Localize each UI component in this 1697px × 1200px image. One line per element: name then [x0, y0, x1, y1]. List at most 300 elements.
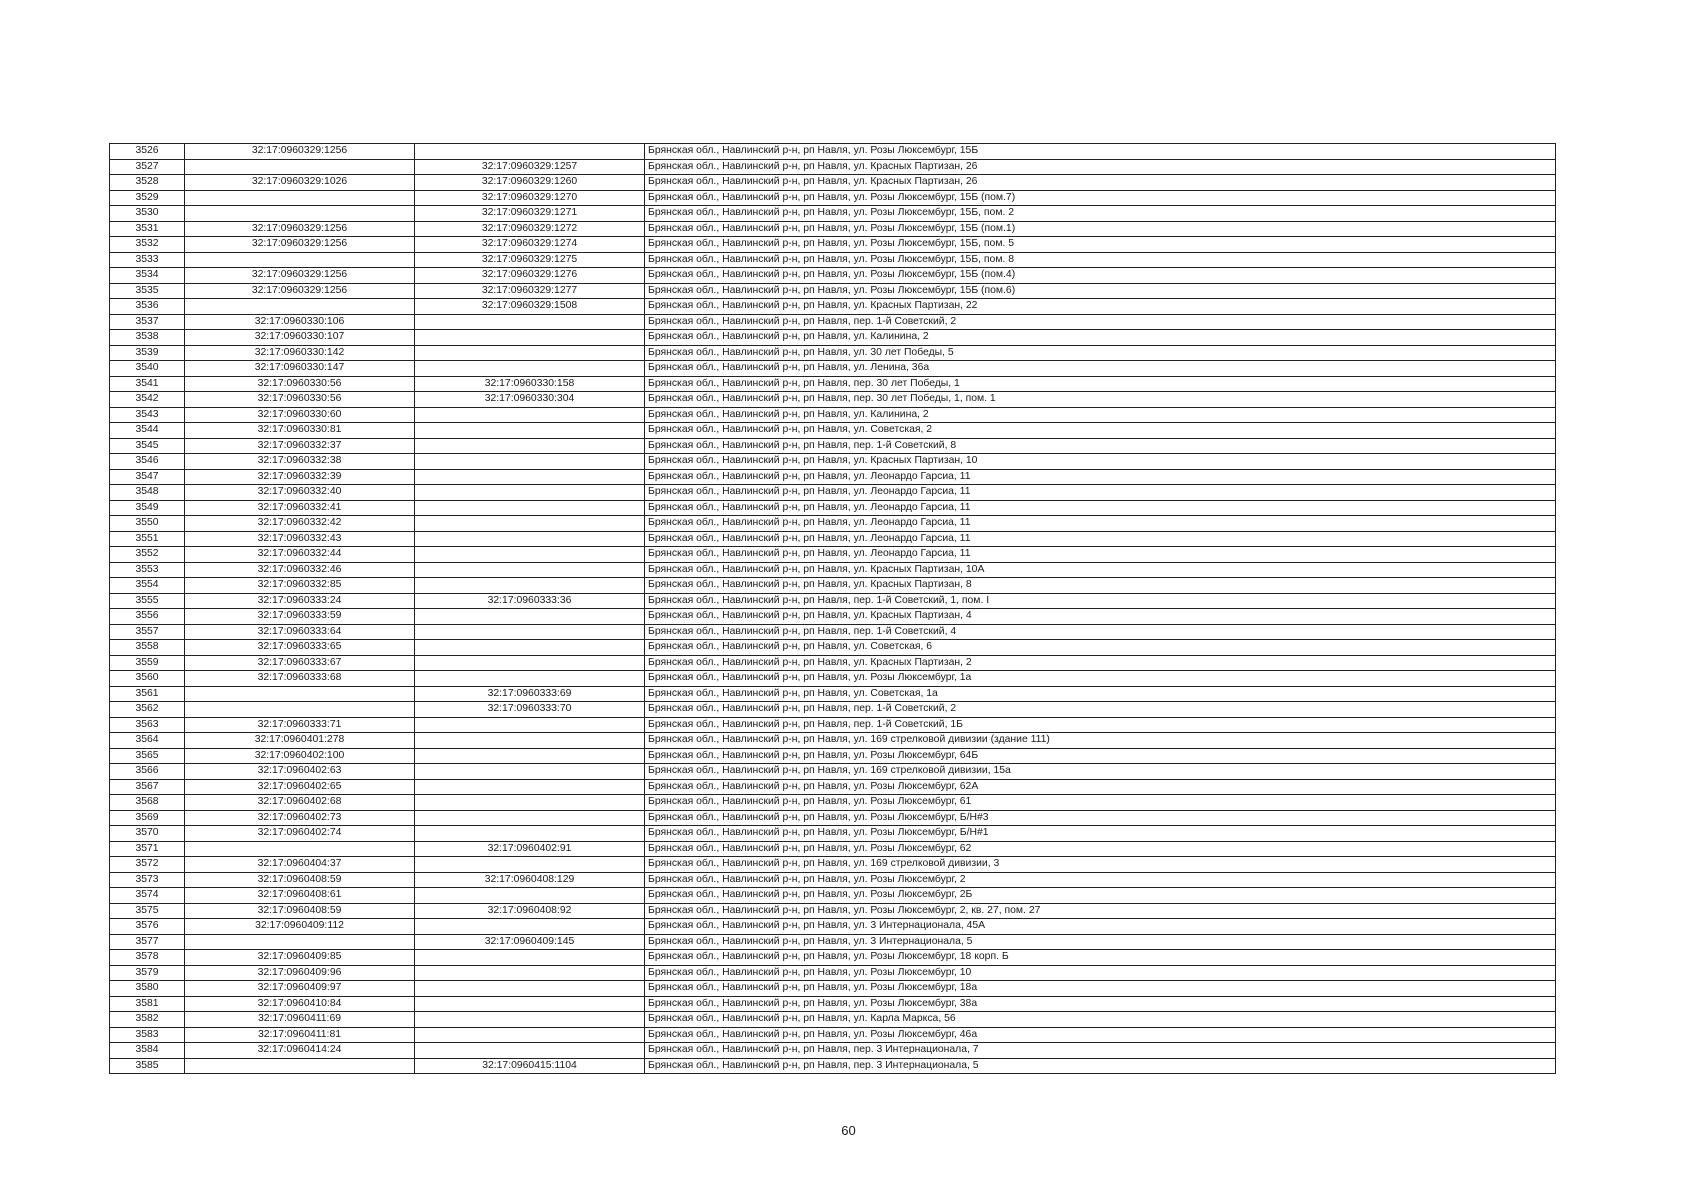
object-number-cell: 32:17:0960408:129 [415, 872, 645, 888]
row-number-cell: 3568 [110, 795, 185, 811]
object-number-cell [415, 950, 645, 966]
row-number-cell: 3556 [110, 609, 185, 625]
address-cell: Брянская обл., Навлинский р-н, рп Навля, ул. Розы Люксембург, 38а [645, 996, 1556, 1012]
table-row [110, 578, 1556, 594]
row-number-cell: 3548 [110, 485, 185, 501]
object-number-cell [415, 1043, 645, 1059]
object-number-cell [415, 1012, 645, 1028]
address-cell: Брянская обл., Навлинский р-н, рп Навля, ул. Красных Партизан, 10 [645, 454, 1556, 470]
parcel-number-cell: 32:17:0960333:67 [185, 655, 415, 671]
table-row [110, 841, 1556, 857]
row-number-cell: 3563 [110, 717, 185, 733]
object-number-cell [415, 361, 645, 377]
row-number-cell: 3565 [110, 748, 185, 764]
page-number: 60 [841, 1123, 856, 1138]
parcel-number-cell: 32:17:0960402:65 [185, 779, 415, 795]
object-number-cell: 32:17:0960329:1277 [415, 283, 645, 299]
address-cell: Брянская обл., Навлинский р-н, рп Навля, пер. 1-й Советский, 4 [645, 624, 1556, 640]
address-cell: Брянская обл., Навлинский р-н, рп Навля, ул. 3 Интернационала, 45А [645, 919, 1556, 935]
table-row [110, 826, 1556, 842]
object-number-cell [415, 609, 645, 625]
table-row [110, 733, 1556, 749]
address-cell: Брянская обл., Навлинский р-н, рп Навля, ул. Розы Люксембург, 2, кв. 27, пом. 27 [645, 903, 1556, 919]
parcel-number-cell: 32:17:0960333:59 [185, 609, 415, 625]
object-number-cell: 32:17:0960333:70 [415, 702, 645, 718]
address-cell: Брянская обл., Навлинский р-н, рп Навля, ул. Красных Партизан, 10А [645, 562, 1556, 578]
parcel-number-cell: 32:17:0960404:37 [185, 857, 415, 873]
address-cell: Брянская обл., Навлинский р-н, рп Навля, ул. 169 стрелковой дивизии, 3 [645, 857, 1556, 873]
parcel-number-cell: 32:17:0960409:85 [185, 950, 415, 966]
object-number-cell [415, 919, 645, 935]
row-number-cell: 3544 [110, 423, 185, 439]
row-number-cell: 3555 [110, 593, 185, 609]
object-number-cell [415, 655, 645, 671]
address-cell: Брянская обл., Навлинский р-н, рп Навля, ул. Розы Люксембург, 18а [645, 981, 1556, 997]
row-number-cell: 3534 [110, 268, 185, 284]
row-number-cell: 3574 [110, 888, 185, 904]
table-row [110, 361, 1556, 377]
address-cell: Брянская обл., Навлинский р-н, рп Навля, ул. Советская, 6 [645, 640, 1556, 656]
row-number-cell: 3577 [110, 934, 185, 950]
object-number-cell: 32:17:0960329:1260 [415, 175, 645, 191]
address-cell: Брянская обл., Навлинский р-н, рп Навля, ул. Розы Люксембург, 15Б (пом.1) [645, 221, 1556, 237]
parcel-number-cell: 32:17:0960333:68 [185, 671, 415, 687]
row-number-cell: 3562 [110, 702, 185, 718]
address-cell: Брянская обл., Навлинский р-н, рп Навля, ул. Розы Люксембург, Б/Н#3 [645, 810, 1556, 826]
parcel-number-cell: 32:17:0960333:71 [185, 717, 415, 733]
table-body [110, 144, 1556, 1074]
row-number-cell: 3547 [110, 469, 185, 485]
row-number-cell: 3526 [110, 144, 185, 160]
table-row [110, 764, 1556, 780]
object-number-cell [415, 671, 645, 687]
row-number-cell: 3535 [110, 283, 185, 299]
address-cell: Брянская обл., Навлинский р-н, рп Навля, ул. Розы Люксембург, 15Б, пом. 2 [645, 206, 1556, 222]
parcel-number-cell: 32:17:0960333:65 [185, 640, 415, 656]
table-row [110, 562, 1556, 578]
table-row [110, 469, 1556, 485]
table-row [110, 624, 1556, 640]
table-row [110, 159, 1556, 175]
address-cell: Брянская обл., Навлинский р-н, рп Навля, пер. 1-й Советский, 2 [645, 702, 1556, 718]
table-row [110, 144, 1556, 160]
row-number-cell: 3582 [110, 1012, 185, 1028]
object-number-cell [415, 996, 645, 1012]
parcel-number-cell: 32:17:0960329:1256 [185, 237, 415, 253]
object-number-cell [415, 438, 645, 454]
row-number-cell: 3576 [110, 919, 185, 935]
row-number-cell: 3564 [110, 733, 185, 749]
address-cell: Брянская обл., Навлинский р-н, рп Навля, ул. Розы Люксембург, 46а [645, 1027, 1556, 1043]
table-row [110, 888, 1556, 904]
table-row [110, 950, 1556, 966]
row-number-cell: 3550 [110, 516, 185, 532]
table-row [110, 190, 1556, 206]
object-number-cell [415, 516, 645, 532]
address-cell: Брянская обл., Навлинский р-н, рп Навля, ул. Розы Люксембург, 2 [645, 872, 1556, 888]
row-number-cell: 3533 [110, 252, 185, 268]
object-number-cell [415, 748, 645, 764]
row-number-cell: 3549 [110, 500, 185, 516]
address-cell: Брянская обл., Навлинский р-н, рп Навля, ул. Леонардо Гарсиа, 11 [645, 469, 1556, 485]
object-number-cell: 32:17:0960330:158 [415, 376, 645, 392]
table-row [110, 810, 1556, 826]
parcel-number-cell: 32:17:0960329:1256 [185, 144, 415, 160]
object-number-cell [415, 640, 645, 656]
object-number-cell [415, 779, 645, 795]
parcel-number-cell: 32:17:0960332:43 [185, 531, 415, 547]
table-row [110, 345, 1556, 361]
parcel-number-cell: 32:17:0960410:84 [185, 996, 415, 1012]
parcel-number-cell [185, 686, 415, 702]
table-row [110, 175, 1556, 191]
table-row [110, 686, 1556, 702]
object-number-cell: 32:17:0960329:1270 [415, 190, 645, 206]
object-number-cell [415, 965, 645, 981]
object-number-cell: 32:17:0960329:1508 [415, 299, 645, 315]
row-number-cell: 3581 [110, 996, 185, 1012]
parcel-number-cell: 32:17:0960330:60 [185, 407, 415, 423]
parcel-number-cell: 32:17:0960401:278 [185, 733, 415, 749]
parcel-number-cell: 32:17:0960332:39 [185, 469, 415, 485]
parcel-number-cell: 32:17:0960330:142 [185, 345, 415, 361]
table-row [110, 454, 1556, 470]
object-number-cell [415, 810, 645, 826]
address-cell: Брянская обл., Навлинский р-н, рп Навля, пер. 1-й Советский, 1, пом. I [645, 593, 1556, 609]
object-number-cell: 32:17:0960329:1276 [415, 268, 645, 284]
row-number-cell: 3541 [110, 376, 185, 392]
table-row [110, 857, 1556, 873]
table-row [110, 283, 1556, 299]
address-cell: Брянская обл., Навлинский р-н, рп Навля, ул. 169 стрелковой дивизии, 15а [645, 764, 1556, 780]
address-cell: Брянская обл., Навлинский р-н, рп Навля, ул. Розы Люксембург, 62А [645, 779, 1556, 795]
parcel-number-cell: 32:17:0960408:59 [185, 903, 415, 919]
parcel-number-cell [185, 841, 415, 857]
address-cell: Брянская обл., Навлинский р-н, рп Навля, ул. Красных Партизан, 2 [645, 655, 1556, 671]
row-number-cell: 3558 [110, 640, 185, 656]
parcel-number-cell [185, 934, 415, 950]
table-row [110, 779, 1556, 795]
address-cell: Брянская обл., Навлинский р-н, рп Навля, ул. Леонардо Гарсиа, 11 [645, 516, 1556, 532]
parcel-number-cell: 32:17:0960402:63 [185, 764, 415, 780]
parcel-number-cell: 32:17:0960332:37 [185, 438, 415, 454]
parcel-number-cell: 32:17:0960332:38 [185, 454, 415, 470]
table-row [110, 702, 1556, 718]
table-row [110, 795, 1556, 811]
parcel-number-cell [185, 1058, 415, 1074]
table-row [110, 748, 1556, 764]
parcel-number-cell: 32:17:0960402:74 [185, 826, 415, 842]
object-number-cell: 32:17:0960329:1275 [415, 252, 645, 268]
table-row [110, 671, 1556, 687]
object-number-cell [415, 857, 645, 873]
row-number-cell: 3557 [110, 624, 185, 640]
object-number-cell [415, 144, 645, 160]
object-number-cell: 32:17:0960329:1257 [415, 159, 645, 175]
table-row [110, 221, 1556, 237]
table-row [110, 1058, 1556, 1074]
address-cell: Брянская обл., Навлинский р-н, рп Навля, ул. Советская, 1а [645, 686, 1556, 702]
address-cell: Брянская обл., Навлинский р-н, рп Навля, ул. Розы Люксембург, 15Б (пом.6) [645, 283, 1556, 299]
parcel-number-cell: 32:17:0960402:73 [185, 810, 415, 826]
object-number-cell [415, 578, 645, 594]
parcel-number-cell [185, 190, 415, 206]
parcel-number-cell: 32:17:0960408:59 [185, 872, 415, 888]
row-number-cell: 3529 [110, 190, 185, 206]
object-number-cell [415, 981, 645, 997]
object-number-cell [415, 717, 645, 733]
address-cell: Брянская обл., Навлинский р-н, рп Навля, ул. Розы Люксембург, 15Б [645, 144, 1556, 160]
parcel-number-cell: 32:17:0960332:46 [185, 562, 415, 578]
address-cell: Брянская обл., Навлинский р-н, рп Навля, ул. Розы Люксембург, 64Б [645, 748, 1556, 764]
table-row [110, 314, 1556, 330]
address-cell: Брянская обл., Навлинский р-н, рп Навля, ул. Розы Люксембург, 15Б, пом. 5 [645, 237, 1556, 253]
row-number-cell: 3569 [110, 810, 185, 826]
row-number-cell: 3561 [110, 686, 185, 702]
table-row [110, 1027, 1556, 1043]
parcel-number-cell: 32:17:0960333:24 [185, 593, 415, 609]
row-number-cell: 3543 [110, 407, 185, 423]
address-cell: Брянская обл., Навлинский р-н, рп Навля, ул. Красных Партизан, 4 [645, 609, 1556, 625]
table-row [110, 438, 1556, 454]
table-row [110, 299, 1556, 315]
row-number-cell: 3545 [110, 438, 185, 454]
table-row [110, 934, 1556, 950]
row-number-cell: 3575 [110, 903, 185, 919]
parcel-number-cell [185, 159, 415, 175]
address-cell: Брянская обл., Навлинский р-н, рп Навля, ул. Красных Партизан, 8 [645, 578, 1556, 594]
table-row [110, 996, 1556, 1012]
address-cell: Брянская обл., Навлинский р-н, рп Навля, ул. Калинина, 2 [645, 330, 1556, 346]
table-row [110, 268, 1556, 284]
address-cell: Брянская обл., Навлинский р-н, рп Навля, ул. Леонардо Гарсиа, 11 [645, 485, 1556, 501]
address-cell: Брянская обл., Навлинский р-н, рп Навля, пер. 30 лет Победы, 1, пом. 1 [645, 392, 1556, 408]
parcel-number-cell: 32:17:0960330:107 [185, 330, 415, 346]
table-row [110, 593, 1556, 609]
row-number-cell: 3560 [110, 671, 185, 687]
row-number-cell: 3527 [110, 159, 185, 175]
address-cell: Брянская обл., Навлинский р-н, рп Навля, ул. Розы Люксембург, 1а [645, 671, 1556, 687]
parcel-number-cell: 32:17:0960402:100 [185, 748, 415, 764]
address-cell: Брянская обл., Навлинский р-н, рп Навля, ул. Карла Маркса, 56 [645, 1012, 1556, 1028]
table-row [110, 206, 1556, 222]
cadastral-table [109, 143, 1556, 1074]
object-number-cell: 32:17:0960333:69 [415, 686, 645, 702]
address-cell: Брянская обл., Навлинский р-н, рп Навля, пер. 1-й Советский, 2 [645, 314, 1556, 330]
table-row [110, 609, 1556, 625]
table-row [110, 392, 1556, 408]
row-number-cell: 3578 [110, 950, 185, 966]
address-cell: Брянская обл., Навлинский р-н, рп Навля, ул. Розы Люксембург, 61 [645, 795, 1556, 811]
table-row [110, 376, 1556, 392]
parcel-number-cell: 32:17:0960332:42 [185, 516, 415, 532]
parcel-number-cell: 32:17:0960330:147 [185, 361, 415, 377]
object-number-cell [415, 1027, 645, 1043]
row-number-cell: 3566 [110, 764, 185, 780]
parcel-number-cell: 32:17:0960329:1256 [185, 221, 415, 237]
parcel-number-cell [185, 702, 415, 718]
parcel-number-cell: 32:17:0960409:96 [185, 965, 415, 981]
parcel-number-cell [185, 299, 415, 315]
address-cell: Брянская обл., Навлинский р-н, рп Навля, ул. Розы Люксембург, 15Б (пом.4) [645, 268, 1556, 284]
object-number-cell [415, 733, 645, 749]
table-row [110, 717, 1556, 733]
parcel-number-cell: 32:17:0960330:81 [185, 423, 415, 439]
address-cell: Брянская обл., Навлинский р-н, рп Навля, пер. 1-й Советский, 8 [645, 438, 1556, 454]
parcel-number-cell: 32:17:0960329:1256 [185, 283, 415, 299]
object-number-cell [415, 454, 645, 470]
object-number-cell [415, 764, 645, 780]
parcel-number-cell: 32:17:0960411:81 [185, 1027, 415, 1043]
object-number-cell: 32:17:0960329:1271 [415, 206, 645, 222]
address-cell: Брянская обл., Навлинский р-н, рп Навля, ул. 30 лет Победы, 5 [645, 345, 1556, 361]
object-number-cell [415, 888, 645, 904]
parcel-number-cell [185, 252, 415, 268]
row-number-cell: 3553 [110, 562, 185, 578]
object-number-cell: 32:17:0960408:92 [415, 903, 645, 919]
parcel-number-cell: 32:17:0960408:61 [185, 888, 415, 904]
row-number-cell: 3552 [110, 547, 185, 563]
table-row [110, 903, 1556, 919]
table-row [110, 531, 1556, 547]
table-row [110, 640, 1556, 656]
table-row [110, 500, 1556, 516]
row-number-cell: 3579 [110, 965, 185, 981]
object-number-cell [415, 795, 645, 811]
address-cell: Брянская обл., Навлинский р-н, рп Навля, ул. 169 стрелковой дивизии (здание 111) [645, 733, 1556, 749]
parcel-number-cell: 32:17:0960329:1256 [185, 268, 415, 284]
row-number-cell: 3570 [110, 826, 185, 842]
table-row [110, 237, 1556, 253]
parcel-number-cell: 32:17:0960332:44 [185, 547, 415, 563]
parcel-number-cell: 32:17:0960332:40 [185, 485, 415, 501]
row-number-cell: 3583 [110, 1027, 185, 1043]
row-number-cell: 3571 [110, 841, 185, 857]
object-number-cell [415, 345, 645, 361]
row-number-cell: 3580 [110, 981, 185, 997]
row-number-cell: 3584 [110, 1043, 185, 1059]
address-cell: Брянская обл., Навлинский р-н, рп Навля, ул. Розы Люксембург, 15Б (пом.7) [645, 190, 1556, 206]
table-row [110, 547, 1556, 563]
object-number-cell [415, 485, 645, 501]
object-number-cell [415, 423, 645, 439]
address-cell: Брянская обл., Навлинский р-н, рп Навля, ул. Красных Партизан, 22 [645, 299, 1556, 315]
table-row [110, 516, 1556, 532]
object-number-cell: 32:17:0960329:1274 [415, 237, 645, 253]
address-cell: Брянская обл., Навлинский р-н, рп Навля, ул. Красных Партизан, 26 [645, 159, 1556, 175]
parcel-number-cell: 32:17:0960330:56 [185, 392, 415, 408]
parcel-number-cell: 32:17:0960411:69 [185, 1012, 415, 1028]
parcel-number-cell: 32:17:0960330:56 [185, 376, 415, 392]
row-number-cell: 3585 [110, 1058, 185, 1074]
row-number-cell: 3539 [110, 345, 185, 361]
row-number-cell: 3573 [110, 872, 185, 888]
address-cell: Брянская обл., Навлинский р-н, рп Навля, ул. Розы Люксембург, 10 [645, 965, 1556, 981]
object-number-cell: 32:17:0960333:36 [415, 593, 645, 609]
table-row [110, 981, 1556, 997]
object-number-cell [415, 469, 645, 485]
address-cell: Брянская обл., Навлинский р-н, рп Навля, ул. Ленина, 36а [645, 361, 1556, 377]
parcel-number-cell: 32:17:0960330:106 [185, 314, 415, 330]
object-number-cell [415, 407, 645, 423]
row-number-cell: 3531 [110, 221, 185, 237]
table-row [110, 252, 1556, 268]
row-number-cell: 3554 [110, 578, 185, 594]
row-number-cell: 3538 [110, 330, 185, 346]
address-cell: Брянская обл., Навлинский р-н, рп Навля, пер. 1-й Советский, 1Б [645, 717, 1556, 733]
table-row [110, 655, 1556, 671]
object-number-cell [415, 330, 645, 346]
address-cell: Брянская обл., Навлинский р-н, рп Навля, ул. 3 Интернационала, 5 [645, 934, 1556, 950]
object-number-cell [415, 547, 645, 563]
row-number-cell: 3542 [110, 392, 185, 408]
table-row [110, 1043, 1556, 1059]
address-cell: Брянская обл., Навлинский р-н, рп Навля, пер. 3 Интернационала, 5 [645, 1058, 1556, 1074]
table-row [110, 485, 1556, 501]
row-number-cell: 3551 [110, 531, 185, 547]
table-row [110, 872, 1556, 888]
table-row [110, 407, 1556, 423]
parcel-number-cell: 32:17:0960409:112 [185, 919, 415, 935]
address-cell: Брянская обл., Навлинский р-н, рп Навля, ул. Советская, 2 [645, 423, 1556, 439]
address-cell: Брянская обл., Навлинский р-н, рп Навля, ул. Леонардо Гарсиа, 11 [645, 531, 1556, 547]
row-number-cell: 3532 [110, 237, 185, 253]
parcel-number-cell: 32:17:0960329:1026 [185, 175, 415, 191]
row-number-cell: 3546 [110, 454, 185, 470]
address-cell: Брянская обл., Навлинский р-н, рп Навля, ул. Розы Люксембург, 2Б [645, 888, 1556, 904]
object-number-cell [415, 562, 645, 578]
table-row [110, 919, 1556, 935]
object-number-cell [415, 624, 645, 640]
address-cell: Брянская обл., Навлинский р-н, рп Навля, пер. 30 лет Победы, 1 [645, 376, 1556, 392]
object-number-cell [415, 500, 645, 516]
parcel-number-cell: 32:17:0960414:24 [185, 1043, 415, 1059]
parcel-number-cell: 32:17:0960333:64 [185, 624, 415, 640]
address-cell: Брянская обл., Навлинский р-н, рп Навля, пер. 3 Интернационала, 7 [645, 1043, 1556, 1059]
address-cell: Брянская обл., Навлинский р-н, рп Навля, ул. Розы Люксембург, 15Б, пом. 8 [645, 252, 1556, 268]
object-number-cell [415, 531, 645, 547]
address-cell: Брянская обл., Навлинский р-н, рп Навля, ул. Калинина, 2 [645, 407, 1556, 423]
address-cell: Брянская обл., Навлинский р-н, рп Навля, ул. Леонардо Гарсиа, 11 [645, 500, 1556, 516]
object-number-cell: 32:17:0960330:304 [415, 392, 645, 408]
object-number-cell: 32:17:0960415:1104 [415, 1058, 645, 1074]
address-cell: Брянская обл., Навлинский р-н, рп Навля, ул. Розы Люксембург, 62 [645, 841, 1556, 857]
parcel-number-cell: 32:17:0960332:85 [185, 578, 415, 594]
row-number-cell: 3540 [110, 361, 185, 377]
parcel-number-cell [185, 206, 415, 222]
object-number-cell: 32:17:0960329:1272 [415, 221, 645, 237]
row-number-cell: 3537 [110, 314, 185, 330]
row-number-cell: 3567 [110, 779, 185, 795]
row-number-cell: 3559 [110, 655, 185, 671]
address-cell: Брянская обл., Навлинский р-н, рп Навля, ул. Красных Партизан, 26 [645, 175, 1556, 191]
row-number-cell: 3528 [110, 175, 185, 191]
object-number-cell [415, 826, 645, 842]
address-cell: Брянская обл., Навлинский р-н, рп Навля, ул. Розы Люксембург, Б/Н#1 [645, 826, 1556, 842]
object-number-cell: 32:17:0960409:145 [415, 934, 645, 950]
parcel-number-cell: 32:17:0960402:68 [185, 795, 415, 811]
parcel-number-cell: 32:17:0960409:97 [185, 981, 415, 997]
table-row [110, 423, 1556, 439]
row-number-cell: 3572 [110, 857, 185, 873]
table-row [110, 330, 1556, 346]
row-number-cell: 3536 [110, 299, 185, 315]
address-cell: Брянская обл., Навлинский р-н, рп Навля, ул. Леонардо Гарсиа, 11 [645, 547, 1556, 563]
object-number-cell [415, 314, 645, 330]
row-number-cell: 3530 [110, 206, 185, 222]
table-row [110, 1012, 1556, 1028]
object-number-cell: 32:17:0960402:91 [415, 841, 645, 857]
